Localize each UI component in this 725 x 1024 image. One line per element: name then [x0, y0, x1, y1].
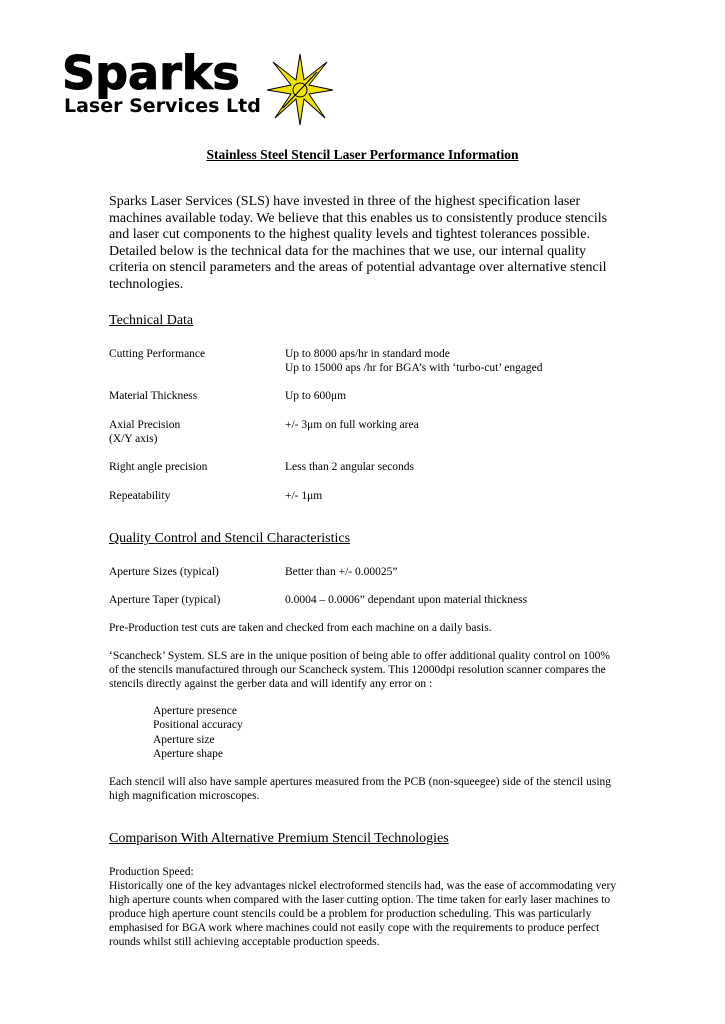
spec-value: +/- 3μm on full working area: [285, 419, 419, 431]
spec-label: Cutting Performance: [109, 348, 206, 360]
spec-label: Material Thickness: [109, 390, 198, 402]
page-title: Stainless Steel Stencil Laser Performance Information: [206, 147, 519, 162]
spec-label: Right angle precision: [109, 461, 208, 473]
spec-value: +/- 1μm: [285, 490, 323, 502]
preproduction-paragraph: Pre-Production test cuts are taken and checked from each machine on a daily basis.: [109, 622, 492, 634]
quality-value: 0.0004 – 0.0006” dependant upon material thickness: [285, 594, 528, 606]
spec-value: Less than 2 angular seconds: [285, 461, 415, 473]
spec-value: [285, 347, 645, 375]
company-logo: [60, 46, 335, 135]
production-speed-subheading: Production Speed:: [109, 866, 194, 878]
spec-label: [109, 418, 279, 446]
quality-label: Aperture Taper (typical): [109, 594, 221, 606]
list-item: Positional accuracy: [153, 719, 243, 732]
technical-data-heading: Technical Data: [109, 313, 194, 328]
quality-value: Better than +/- 0.00025”: [285, 566, 398, 578]
list-item: Aperture presence: [153, 705, 237, 717]
spec-label: Repeatability: [109, 490, 171, 502]
scancheck-check-list: [153, 704, 243, 762]
production-speed-paragraph: Historically one of the key advantages nickel electroformed stencils had, was the ease of accommodating very high aperture counts when compared with the laser cutting option. The time taken for early laser machines to produce high aperture count stencils could be a problem for production scheduling. This was particularly emphasised for BGA work where machines could not easily cope with the requirements to produce perfect rounds whilst still achieving acceptable production speeds.: [109, 880, 617, 948]
list-item: Aperture size: [153, 733, 215, 746]
logo-wordmark: Sparks: [62, 46, 240, 100]
scancheck-paragraph: ‘Scancheck’ System. SLS are in the unique position of being able to offer additional quality control on 100% of the stencils manufactured through our Scancheck system. This 12000dpi resolution scanner compares the stencils directly against the gerber data and will identify any error on :: [109, 650, 610, 690]
microscope-paragraph: Each stencil will also have sample apertures measured from the PCB (non-squeegee) side of the stencil using high magnification microscopes.: [109, 776, 612, 802]
laser-spark-icon: [265, 52, 335, 127]
comparison-heading: Comparison With Alternative Premium Stencil Technologies: [109, 831, 449, 846]
logo-tagline: Laser Services Ltd: [64, 95, 261, 117]
intro-paragraph: Sparks Laser Services (SLS) have invested in three of the highest specification laser machines available today. We believe that this enables us to consistently produce stencils and laser cut components to the highest quality levels and tightest tolerances possible. Detailed below is the technical data for the machines that we use, our internal quality criteria on stencil parameters and the areas of potential advantage over alternative stencil technologies.: [109, 194, 608, 292]
spec-value: Up to 600μm: [285, 390, 347, 402]
spec-label-line: (X/Y axis): [109, 433, 158, 445]
quality-label: Aperture Sizes (typical): [109, 566, 219, 578]
spec-value-line: Up to 15000 aps /hr for BGA’s with ‘turbo-cut’ engaged: [285, 362, 543, 374]
list-item: Aperture shape: [153, 748, 223, 761]
spec-value-line: Up to 8000 aps/hr in standard mode: [285, 348, 450, 360]
quality-control-heading: Quality Control and Stencil Characteristics: [109, 531, 351, 546]
spec-label-line: Axial Precision: [109, 419, 181, 431]
